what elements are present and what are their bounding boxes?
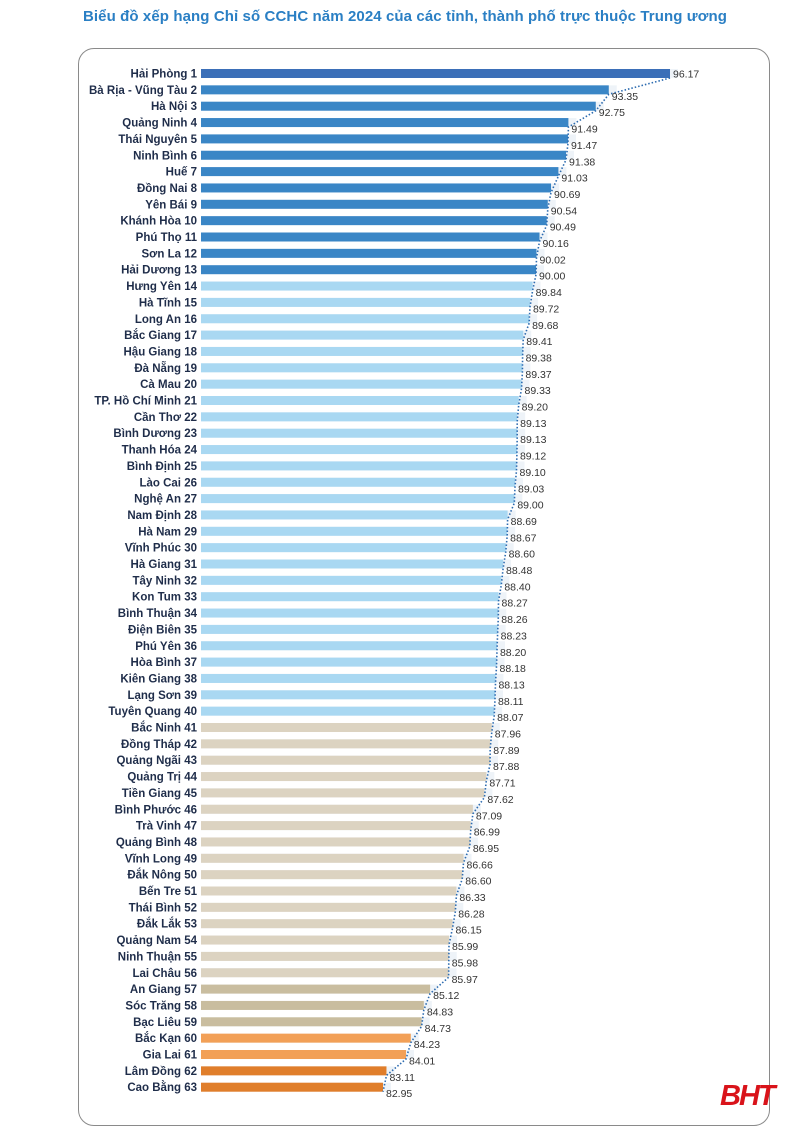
- category-label: Cà Mau 20: [140, 379, 197, 392]
- bar: [201, 1034, 411, 1043]
- category-label: Bà Rịa - Vũng Tàu 2: [89, 84, 197, 97]
- bar: [201, 641, 497, 650]
- bar: [201, 952, 449, 961]
- category-label: Thái Bình 52: [128, 902, 197, 915]
- value-label: 87.96: [494, 728, 522, 741]
- bar: [201, 903, 455, 912]
- category-label: Hà Nội 3: [150, 101, 197, 114]
- value-label: 89.10: [519, 466, 546, 479]
- category-label: Vĩnh Long 49: [124, 853, 197, 866]
- value-label: 90.00: [539, 270, 566, 283]
- bar: [201, 658, 497, 667]
- value-label: 85.12: [433, 990, 460, 1003]
- category-label: Lâm Đồng 62: [124, 1065, 197, 1078]
- bar: [201, 805, 473, 814]
- value-label: 89.00: [517, 499, 544, 512]
- value-label: 86.95: [472, 842, 500, 855]
- category-label: Quảng Ngãi 43: [116, 755, 197, 768]
- bar: [201, 510, 508, 519]
- value-label: 93.35: [611, 90, 639, 103]
- category-label: Bến Tre 51: [138, 886, 197, 898]
- value-label: 90.02: [539, 254, 566, 267]
- value-label: 90.54: [550, 205, 578, 218]
- category-label: Quảng Bình 48: [115, 836, 197, 849]
- bar: [201, 331, 523, 340]
- category-label: Tây Ninh 32: [132, 575, 197, 588]
- category-label: Cần Thơ 22: [133, 411, 197, 424]
- value-label: 89.84: [535, 287, 562, 300]
- category-label: Cao Bằng 63: [127, 1082, 197, 1095]
- value-label: 87.62: [487, 793, 514, 806]
- category-label: Quảng Nam 54: [116, 935, 197, 948]
- value-label: 84.01: [409, 1055, 436, 1068]
- bar: [201, 739, 490, 748]
- bar: [201, 151, 566, 160]
- bar: [201, 707, 494, 716]
- bar: [201, 429, 517, 438]
- bar: [201, 396, 519, 405]
- category-label: Sơn La 12: [141, 248, 197, 261]
- bar: [201, 887, 456, 896]
- bar: [201, 1017, 422, 1026]
- category-label: Hưng Yên 14: [126, 281, 197, 294]
- category-label: Nghệ An 27: [134, 493, 197, 506]
- bar: [201, 592, 498, 601]
- bar: [201, 134, 568, 143]
- category-label: Yên Bái 9: [145, 199, 197, 212]
- bar: [201, 772, 486, 781]
- category-label: Huế 7: [165, 166, 197, 179]
- category-label: Thái Nguyên 5: [118, 133, 197, 146]
- bar: [201, 788, 484, 797]
- category-label: Quảng Ninh 4: [122, 117, 197, 130]
- category-label: Bình Dương 23: [113, 428, 197, 441]
- value-label: 89.03: [517, 483, 545, 496]
- bar: [201, 1066, 386, 1075]
- bar: [201, 282, 533, 291]
- bar: [201, 380, 522, 389]
- bar: [201, 1050, 406, 1059]
- value-label: 88.48: [506, 565, 533, 577]
- value-label: 89.38: [525, 352, 552, 365]
- category-label: Bắc Ninh 41: [131, 722, 197, 735]
- category-label: Hải Phòng 1: [130, 68, 197, 81]
- category-label: Đắk Lắk 53: [136, 918, 197, 931]
- value-label: 91.03: [561, 172, 588, 185]
- bar: [201, 609, 498, 618]
- value-label: 90.69: [554, 188, 581, 201]
- chart-title: Biểu đồ xếp hạng Chỉ số CCHC năm 2024 của các tỉnh, thành phố trực thuộc Trung ương: [82, 8, 728, 25]
- bar: [201, 936, 449, 945]
- value-label: 86.28: [458, 908, 485, 921]
- bar: [201, 674, 495, 683]
- value-label: 89.72: [532, 303, 560, 316]
- value-label: 86.99: [473, 826, 500, 839]
- bar: [201, 363, 522, 372]
- value-label: 87.09: [475, 810, 503, 823]
- value-label: 89.37: [525, 368, 552, 381]
- value-label: 90.49: [549, 221, 576, 234]
- value-label: 88.69: [510, 515, 537, 528]
- value-label: 82.95: [386, 1088, 413, 1101]
- bht-logo: BHT: [720, 1080, 774, 1112]
- value-label: 89.13: [520, 417, 547, 430]
- category-label: Điện Biên 35: [127, 624, 197, 637]
- category-label: Thanh Hóa 24: [121, 444, 197, 457]
- category-label: Bắc Giang 17: [124, 330, 197, 343]
- category-label: TP. Hồ Chí Minh 21: [94, 395, 197, 408]
- bar: [201, 216, 547, 225]
- bar: [201, 821, 471, 830]
- value-label: 87.71: [489, 777, 516, 790]
- category-label: Trà Vinh 47: [135, 820, 197, 833]
- value-label: 90.16: [542, 238, 569, 250]
- category-label: Hậu Giang 18: [123, 346, 197, 359]
- bar: [201, 298, 530, 307]
- bar: [201, 200, 548, 209]
- category-label: Hà Nam 29: [138, 526, 197, 539]
- category-label: Quảng Trị 44: [127, 771, 197, 784]
- bar: [201, 347, 523, 356]
- bar: [201, 968, 449, 977]
- value-label: 88.11: [498, 695, 524, 708]
- category-label: An Giang 57: [129, 984, 197, 997]
- value-label: 89.12: [519, 450, 547, 463]
- value-label: 86.15: [455, 924, 482, 937]
- value-label: 96.17: [673, 68, 700, 81]
- value-label: 86.60: [465, 875, 492, 888]
- category-label: Bạc Liêu 59: [133, 1016, 197, 1029]
- value-label: 87.88: [493, 761, 520, 774]
- value-label: 91.38: [569, 156, 596, 169]
- bar: [201, 265, 536, 274]
- value-label: 88.27: [501, 597, 528, 610]
- value-label: 88.67: [510, 532, 537, 545]
- bar: [201, 85, 609, 94]
- category-label: Đồng Nai 8: [136, 182, 197, 195]
- value-label: 83.11: [389, 1071, 415, 1084]
- bar: [201, 183, 551, 192]
- category-label: Phú Thọ 11: [135, 232, 197, 244]
- value-label: 89.20: [521, 401, 548, 414]
- value-label: 88.26: [501, 614, 528, 627]
- value-label: 92.75: [598, 107, 626, 120]
- value-label: 86.33: [459, 892, 486, 904]
- category-label: Vĩnh Phúc 30: [124, 542, 197, 555]
- category-label: Bình Định 25: [126, 460, 197, 473]
- bar: [201, 723, 492, 732]
- bar: [201, 1083, 383, 1092]
- category-label: Lai Châu 56: [132, 967, 197, 980]
- bar: [201, 756, 490, 765]
- category-label: Bình Thuận 34: [117, 608, 197, 621]
- value-label: 88.20: [499, 646, 527, 659]
- bar: [201, 854, 464, 863]
- bar: [201, 478, 515, 487]
- category-label: Ninh Bình 6: [133, 150, 197, 163]
- category-label: Hà Tĩnh 15: [138, 297, 197, 310]
- value-label: 88.07: [497, 712, 524, 725]
- bar: [201, 249, 536, 258]
- bar: [201, 690, 495, 699]
- category-label: Hà Giang 31: [130, 559, 197, 571]
- bar: [201, 461, 517, 470]
- bar: [201, 560, 503, 569]
- category-label: Đắk Nông 50: [127, 869, 197, 882]
- value-label: 85.98: [451, 957, 479, 970]
- category-label: Bình Phước 46: [114, 804, 197, 817]
- value-label: 89.13: [520, 434, 547, 447]
- bar: [201, 494, 514, 503]
- category-label: Gia Lai 61: [142, 1049, 197, 1062]
- category-label: Bắc Kạn 60: [134, 1033, 197, 1046]
- value-label: 91.49: [571, 123, 598, 136]
- value-label: 84.73: [424, 1022, 451, 1035]
- category-label: Kon Tum 33: [132, 591, 197, 604]
- category-label: Long An 16: [134, 313, 197, 326]
- value-label: 89.68: [532, 319, 559, 332]
- bar: [201, 118, 568, 127]
- value-label: 84.23: [413, 1039, 441, 1052]
- bar: [201, 314, 529, 323]
- bar: [201, 870, 462, 879]
- category-label: Tuyên Quang 40: [108, 706, 197, 719]
- bar: [201, 1001, 424, 1010]
- value-label: 89.33: [524, 385, 551, 398]
- bar: [201, 445, 517, 454]
- category-label: Kiên Giang 38: [120, 673, 197, 686]
- bar: [201, 412, 517, 421]
- value-label: 86.66: [466, 859, 493, 872]
- bar: [201, 543, 506, 552]
- value-label: 91.47: [570, 139, 598, 152]
- value-label: 85.99: [451, 941, 479, 954]
- bar: [201, 233, 540, 242]
- category-label: Ninh Thuận 55: [117, 951, 197, 964]
- category-label: Lạng Sơn 39: [127, 689, 197, 702]
- bar: [201, 919, 452, 928]
- category-label: Hải Dương 13: [121, 264, 197, 277]
- bar: [201, 837, 470, 846]
- value-label: 89.41: [526, 336, 553, 349]
- value-label: 85.97: [451, 973, 478, 986]
- bar: [201, 576, 501, 585]
- value-label: 88.60: [508, 548, 535, 561]
- bar: [201, 102, 596, 111]
- value-label: 88.18: [499, 663, 526, 676]
- bar: [201, 985, 430, 994]
- category-label: Khánh Hòa 10: [120, 215, 197, 228]
- value-label: 88.23: [500, 630, 527, 643]
- bar: [201, 527, 507, 536]
- category-label: Nam Định 28: [127, 509, 197, 522]
- value-label: 88.13: [498, 679, 525, 692]
- category-label: Lào Cai 26: [139, 477, 197, 490]
- category-label: Đà Nẵng 19: [134, 362, 197, 375]
- value-label: 87.89: [493, 744, 520, 757]
- category-label: Phú Yên 36: [135, 640, 197, 653]
- bar: [201, 625, 498, 634]
- category-label: Hòa Bình 37: [130, 657, 197, 670]
- category-label: Sóc Trăng 58: [125, 1000, 197, 1013]
- value-label: 84.83: [426, 1006, 454, 1019]
- bar: [201, 69, 670, 78]
- category-label: Tiền Giang 45: [121, 787, 197, 800]
- value-label: 88.40: [504, 581, 531, 594]
- bar: [201, 167, 558, 176]
- category-label: Đồng Tháp 42: [120, 738, 197, 751]
